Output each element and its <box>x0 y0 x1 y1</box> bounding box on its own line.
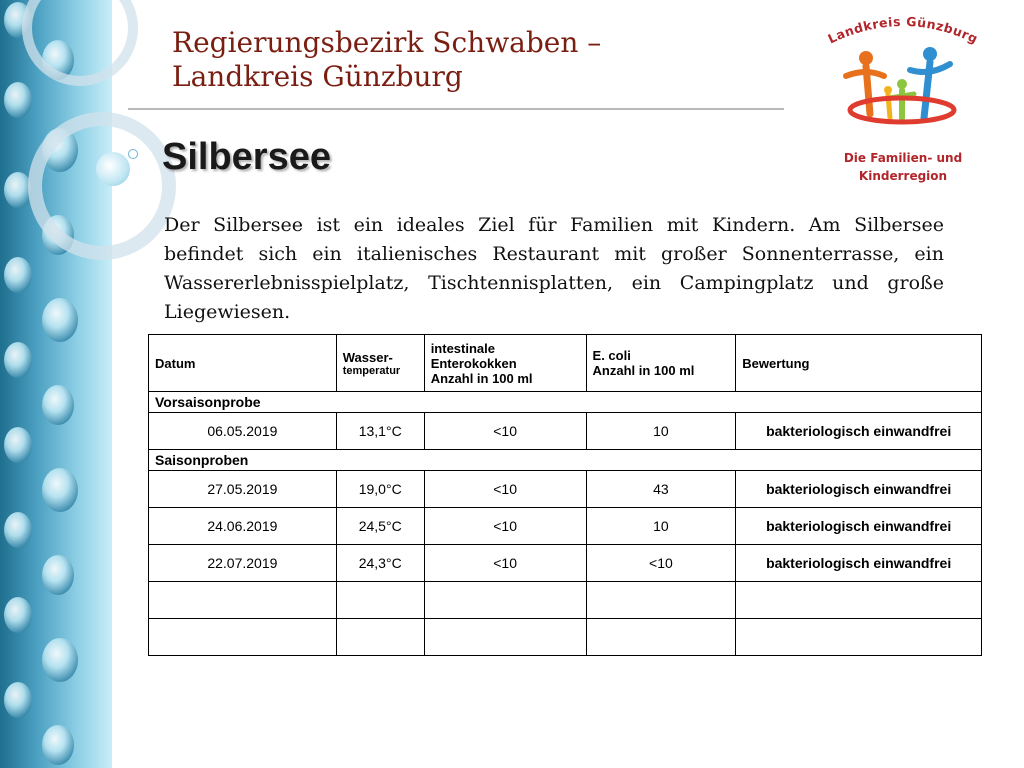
header-entero-line-1: intestinale <box>430 340 495 356</box>
cell-datum: 22.07.2019 <box>149 545 337 582</box>
header-entero-line-3: Anzahl in 100 ml <box>430 370 533 386</box>
cell-temp: 13,1°C <box>336 413 424 450</box>
empty-cell <box>149 619 337 656</box>
cell-entero: <10 <box>424 471 586 508</box>
cell-entero: <10 <box>424 545 586 582</box>
lake-description: Der Silbersee ist ein ideales Ziel für Familien mit Kindern. Am Silbersee befindet sich ein italienisches Restaurant mit großer Sonnenterrasse, ein Wassererlebnisspielplatz, Tischtennisplatten, ein Campingplatz und große Liegewiesen. <box>164 214 944 323</box>
header-ecoli <box>586 335 736 392</box>
title-line-1: Regierungsbezirk Schwaben – <box>172 26 602 59</box>
decorative-ring <box>28 112 176 260</box>
cell-temp: 19,0°C <box>336 471 424 508</box>
table-row <box>149 545 982 582</box>
header-datum: Datum <box>149 335 337 392</box>
cell-bewertung: bakteriologisch einwandfrei <box>736 471 982 508</box>
header-wasser-main: Wasser- <box>342 349 393 365</box>
empty-cell <box>736 619 982 656</box>
header-entero-line-2: Enterokokken <box>430 355 517 371</box>
cell-bewertung: bakteriologisch einwandfrei <box>736 508 982 545</box>
family-figures-icon <box>846 47 954 122</box>
bullet-circle-icon <box>128 149 138 159</box>
lake-heading: Silbersee <box>162 136 331 178</box>
empty-cell <box>149 582 337 619</box>
header-enterokokken <box>424 335 586 392</box>
empty-table-row <box>149 619 982 656</box>
cell-ecoli: <10 <box>586 545 736 582</box>
cell-datum: 24.06.2019 <box>149 508 337 545</box>
header-ecoli-line-2: Anzahl in 100 ml <box>592 363 695 378</box>
water-quality-table <box>148 334 982 656</box>
empty-cell <box>736 582 982 619</box>
decorative-bubble <box>96 152 130 186</box>
cell-bewertung: bakteriologisch einwandfrei <box>736 545 982 582</box>
empty-cell <box>586 582 736 619</box>
empty-cell <box>424 582 586 619</box>
cell-ecoli: 10 <box>586 413 736 450</box>
empty-cell <box>424 619 586 656</box>
title-line-2: Landkreis Günzburg <box>172 60 463 93</box>
cell-temp: 24,3°C <box>336 545 424 582</box>
cell-bewertung: bakteriologisch einwandfrei <box>736 413 982 450</box>
svg-text:Landkreis Günzburg <box>825 14 980 46</box>
empty-cell <box>336 582 424 619</box>
table-header-row <box>149 335 982 392</box>
cell-datum: 27.05.2019 <box>149 471 337 508</box>
header-wassertemperatur <box>336 335 424 392</box>
cell-ecoli: 10 <box>586 508 736 545</box>
logo-top-text: Landkreis Günzburg <box>825 14 981 47</box>
section-row-vorsaison <box>149 392 982 413</box>
section-row-saison <box>149 450 982 471</box>
table-row <box>149 508 982 545</box>
cell-entero: <10 <box>424 413 586 450</box>
cell-ecoli: 43 <box>586 471 736 508</box>
table-row <box>149 471 982 508</box>
cell-entero: <10 <box>424 508 586 545</box>
empty-cell <box>586 619 736 656</box>
logo-bottom-line-1: Die Familien- und <box>843 151 963 165</box>
logo-bottom-line-2: Kinderregion <box>858 169 948 183</box>
header-ecoli-line-1: E. coli <box>592 348 631 363</box>
empty-cell <box>336 619 424 656</box>
header-bewertung: Bewertung <box>736 335 982 392</box>
cell-datum: 06.05.2019 <box>149 413 337 450</box>
empty-table-row <box>149 582 982 619</box>
header-wasser-sub: temperatur <box>342 364 401 377</box>
title-divider <box>128 108 784 110</box>
table-row <box>149 413 982 450</box>
cell-temp: 24,5°C <box>336 508 424 545</box>
section-label: Saisonproben <box>149 450 982 471</box>
section-label: Vorsaisonprobe <box>149 392 982 413</box>
slide-title <box>172 26 601 94</box>
landkreis-logo <box>818 14 988 190</box>
